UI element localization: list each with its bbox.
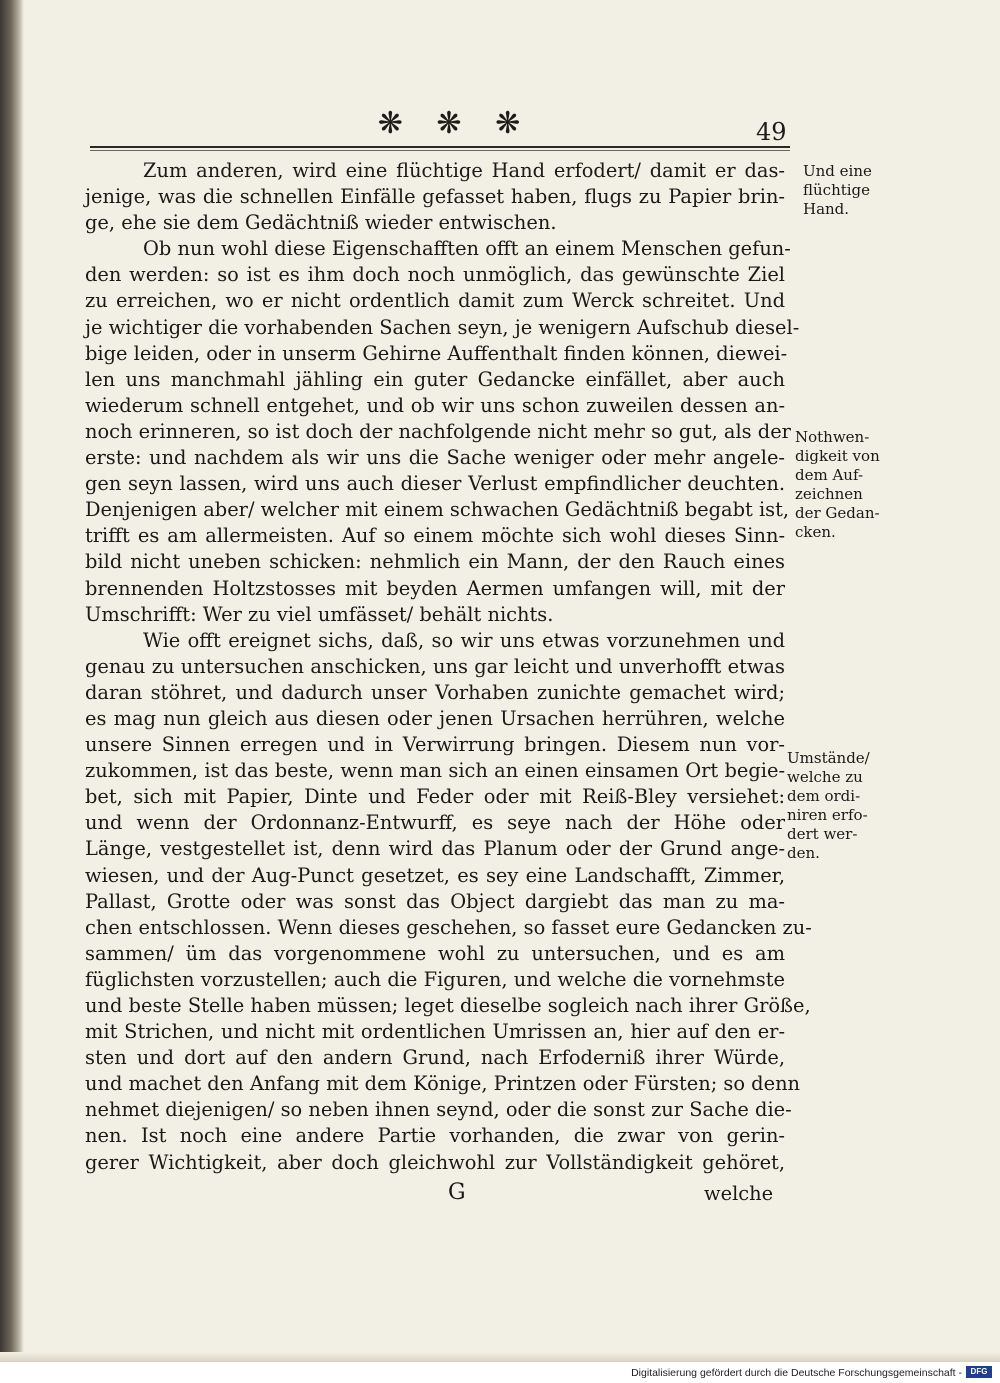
text-line: brennenden Holtzstosses mit beyden Aermen umfangen will, mit der: [85, 576, 785, 600]
text-line: len uns manchmahl jähling ein guter Gedancke einfället, aber auch: [85, 367, 785, 391]
text-line: und wenn der Ordonnanz-Entwurff, es seye nach der Höhe oder: [85, 811, 785, 835]
text-line: füglichsten vorzustellen; auch die Figuren, und welche die vornehmste: [85, 967, 785, 991]
signature-mark: G: [448, 1180, 466, 1205]
text-line: Denjenigen aber/ welcher mit einem schwachen Gedächtniß begabt ist,: [85, 498, 790, 522]
margin-note-line: Nothwen-: [795, 428, 870, 446]
margin-note-line: der Gedan-: [795, 504, 880, 522]
text-line: unsere Sinnen erregen und in Verwirrung bringen. Diesem nun vor-: [85, 733, 785, 757]
margin-note-line: Und eine: [803, 162, 872, 180]
margin-note-line: dert wer-: [787, 825, 858, 843]
margin-note-line: welche zu: [787, 768, 863, 786]
text-line: sten und dort auf den andern Grund, nach Erfoderniß ihrer Würde,: [85, 1046, 785, 1070]
text-line: und beste Stelle haben müssen; leget dieselbe sogleich nach ihrer Größe,: [85, 994, 811, 1017]
page-number: 49: [756, 118, 787, 146]
text-line: sammen/ üm das vorgenommene wohl zu untersuchen, und es am: [85, 941, 785, 965]
text-line: chen entschlossen. Wenn dieses geschehen, so fasset eure Gedancken zu-: [85, 915, 812, 939]
text-line: zu erreichen, wo er nicht ordentlich damit zum Werck schreitet. Und: [85, 289, 785, 313]
text-line: jenige, was die schnellen Einfälle gefasset haben, flugs zu Papier brin-: [85, 185, 785, 209]
text-line: wiesen, und der Aug-Punct gesetzet, es sey eine Landschafft, Zimmer,: [85, 863, 785, 887]
margin-note-line: Umstände/: [787, 749, 870, 767]
dfg-logo-icon: DFG: [966, 1366, 992, 1378]
margin-note-line: Hand.: [803, 200, 850, 218]
text-line: zukommen, ist das beste, wenn man sich an einen einsamen Ort begie-: [85, 759, 785, 783]
text-line: Länge, vestgestellet ist, denn wird das Planum oder der Grund ange-: [85, 837, 785, 861]
text-line: Wie offt ereignet sichs, daß, so wir uns etwas vorzunehmen und: [143, 628, 785, 652]
text-line: nen. Ist noch eine andere Partie vorhanden, die zwar von gerin-: [85, 1124, 785, 1148]
text-line: erste: und nachdem als wir uns die Sache weniger oder mehr angele-: [85, 446, 785, 470]
margin-note-line: niren erfo-: [787, 806, 868, 824]
margin-note-line: den.: [787, 844, 820, 862]
text-line: bet, sich mit Papier, Dinte und Feder oder mit Reiß-Bley versiehet:: [85, 785, 785, 809]
text-line: mit Strichen, und nicht mit ordentlichen Umrissen an, hier auf den er-: [85, 1020, 785, 1044]
text-line: wiederum schnell entgehet, und ob wir uns schon zuweilen dessen an-: [85, 393, 785, 417]
margin-note-line: cken.: [795, 523, 836, 541]
margin-note-circumstances: [787, 749, 870, 863]
body-text: [85, 158, 812, 1176]
text-line: je wichtiger die vorhabenden Sachen seyn, je wenigern Aufschub diesel-: [85, 315, 800, 339]
catchword: welche: [704, 1182, 774, 1205]
footer-credit: Digitalisierung gefördert durch die Deutsche Forschungsgemeinschaft -: [631, 1367, 962, 1379]
text-line: bige leiden, oder in unserm Gehirne Auffenthalt finden können, diewei-: [85, 341, 788, 365]
margin-note-line: dem ordi-: [787, 787, 861, 805]
page-binding-edge: [0, 0, 24, 1362]
text-line: trifft es am allermeisten. Auf so einem möchte sich wohl dieses Sinn-: [85, 524, 785, 548]
text-line: den werden: so ist es ihm doch noch unmöglich, das gewünschte Ziel: [85, 263, 785, 287]
text-line: bild nicht uneben schicken: nehmlich ein Mann, der den Rauch eines: [85, 550, 785, 574]
header-ornament: ❋ ❋ ❋: [377, 106, 533, 141]
header-rule-thin: [90, 150, 790, 151]
text-line: nehmet diejenigen/ so neben ihnen seynd, oder die sonst zur Sache die-: [85, 1098, 792, 1122]
margin-note-line: dem Auf-: [795, 466, 864, 484]
text-line: gerer Wichtigkeit, aber doch gleichwohl zur Vollständigkeit gehöret,: [85, 1150, 785, 1174]
margin-note-hand: [803, 162, 872, 219]
text-line: gen seyn lassen, wird uns auch dieser Verlust empfindlicher deuchten.: [85, 472, 785, 496]
text-line: Zum anderen, wird eine flüchtige Hand erfodert/ damit er das-: [143, 159, 785, 182]
text-line: und machet den Anfang mit dem Könige, Printzen oder Fürsten; so denn: [85, 1072, 801, 1096]
margin-note-line: digkeit von: [795, 447, 880, 465]
margin-note-line: zeichnen: [795, 485, 863, 503]
margin-note-necessity: [795, 428, 880, 542]
text-line: daran stöhret, und dadurch unser Vorhaben zunichte gemachet wird;: [85, 680, 785, 704]
footer-bar: [0, 1362, 1000, 1383]
text-line: Pallast, Grotte oder was sonst das Object dargiebt das man zu ma-: [85, 889, 785, 913]
text-line: ge, ehe sie dem Gedächtniß wieder entwischen.: [85, 211, 557, 235]
text-line: es mag nun gleich aus diesen oder jenen Ursachen herrühren, welche: [85, 706, 785, 730]
margin-note-line: flüchtige: [803, 181, 871, 199]
text-line: noch erinneren, so ist doch der nachfolgende nicht mehr so gut, als der: [85, 419, 791, 443]
header-rule: [90, 146, 790, 148]
text-line: Umschrifft: Wer zu viel umfässet/ behält nichts.: [85, 602, 554, 626]
text-line: Ob nun wohl diese Eigenschafften offt an einem Menschen gefun-: [143, 237, 791, 261]
page-bottom-edge: [0, 1352, 1000, 1362]
text-line: genau zu untersuchen anschicken, uns gar leicht und unverhofft etwas: [85, 654, 785, 678]
